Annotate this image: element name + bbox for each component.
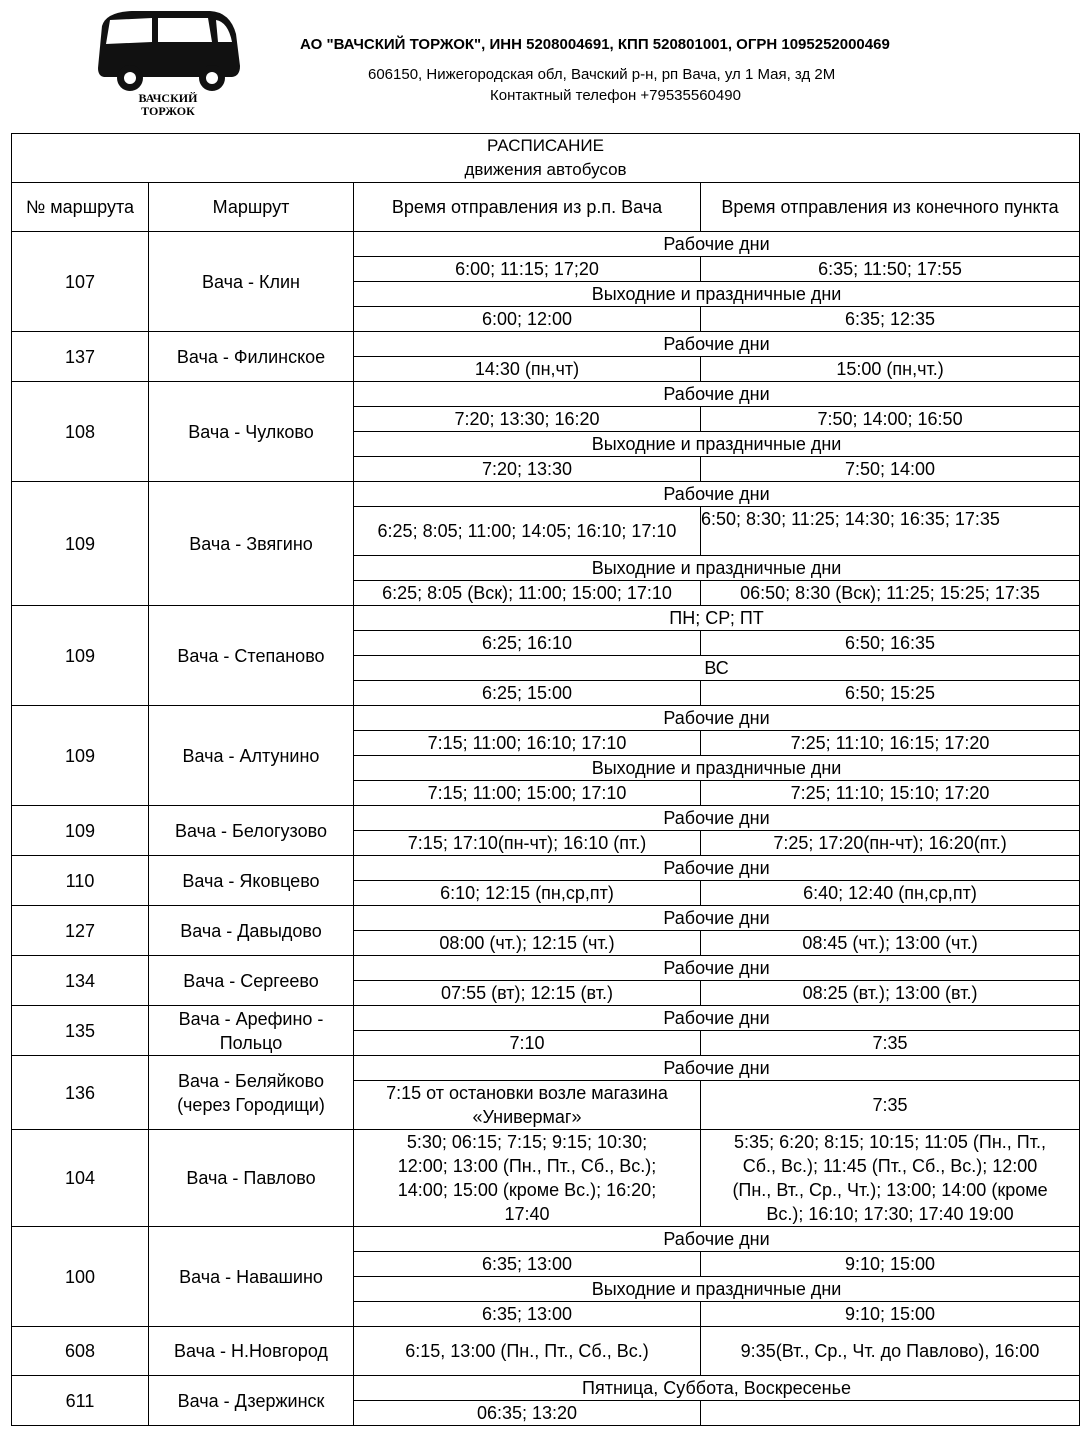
table-row — [12, 806, 1080, 831]
time-from-vacha: 6:25; 8:05; 11:00; 14:05; 16:10; 17:10 — [354, 507, 701, 556]
route-number: 137 — [12, 332, 149, 382]
table-row — [12, 1056, 1080, 1081]
table-row — [12, 606, 1080, 631]
route-number: 104 — [12, 1130, 149, 1227]
time-from-end — [701, 1401, 1080, 1426]
company-phone: Контактный телефон +79535560490 — [490, 87, 741, 104]
time-from-end — [701, 1130, 1080, 1227]
time-line-3: (Пн., Вт., Ср., Чт.); 13:00; 14:00 (кроме — [732, 1180, 1048, 1200]
time-from-vacha: 6:35; 13:00 — [354, 1252, 701, 1277]
route-name-line-1: Вача - Арефино - — [178, 1008, 324, 1029]
time-from-end: 9:10; 15:00 — [701, 1302, 1080, 1327]
table-row — [12, 232, 1080, 257]
route-name: Вача - Навашино — [149, 1227, 354, 1327]
time-from-vacha: 6:35; 13:00 — [354, 1302, 701, 1327]
schedule-label: Выходние и праздничные дни — [354, 1277, 1080, 1302]
time-from-end: 06:50; 8:30 (Вск); 11:25; 15:25; 17:35 — [701, 581, 1080, 606]
table-row — [12, 956, 1080, 981]
time-from-end: 6:40; 12:40 (пн,ср,пт) — [701, 881, 1080, 906]
time-line-3: 14:00; 15:00 (кроме Вс.); 16:20; — [397, 1180, 657, 1200]
time-from-end: 9:10; 15:00 — [701, 1252, 1080, 1277]
header-depart-end: Время отправления из конечного пункта — [701, 183, 1080, 232]
time-from-vacha: 06:35; 13:20 — [354, 1401, 701, 1426]
table-subtitle: движения автобусов — [464, 160, 627, 179]
route-name: Вача - Павлово — [149, 1130, 354, 1227]
route-name — [149, 1006, 354, 1056]
schedule-label: Рабочие дни — [354, 332, 1080, 357]
time-from-vacha: 7:15; 11:00; 16:10; 17:10 — [354, 731, 701, 756]
time-line-4: Вс.); 16:10; 17:30; 17:40 19:00 — [766, 1204, 1014, 1224]
company-logo — [92, 6, 244, 126]
schedule-label: Рабочие дни — [354, 482, 1080, 507]
time-line-2: 12:00; 13:00 (Пн., Пт., Сб., Вс.); — [397, 1156, 657, 1176]
table-row — [12, 482, 1080, 507]
route-number: 611 — [12, 1376, 149, 1426]
schedule-label: Рабочие дни — [354, 1056, 1080, 1081]
route-name: Вача - Сергеево — [149, 956, 354, 1006]
table-row — [12, 1006, 1080, 1031]
time-from-vacha: 7:20; 13:30 — [354, 457, 701, 482]
schedule-label: Рабочие дни — [354, 232, 1080, 257]
schedule-label: Рабочие дни — [354, 806, 1080, 831]
company-details: АО "ВАЧСКИЙ ТОРЖОК", ИНН 5208004691, КПП 520801001, ОГРН 1095252000469 — [300, 36, 890, 53]
time-from-vacha — [354, 1081, 701, 1130]
schedule-label: Выходние и праздничные дни — [354, 556, 1080, 581]
schedule-label: ВС — [354, 656, 1080, 681]
time-line-1: 5:30; 06:15; 7:15; 9:15; 10:30; — [406, 1132, 648, 1152]
schedule-label: Рабочие дни — [354, 706, 1080, 731]
header-depart-vacha: Время отправления из р.п. Вача — [354, 183, 701, 232]
time-line-4: 17:40 — [504, 1204, 550, 1224]
time-from-vacha: 08:00 (чт.); 12:15 (чт.) — [354, 931, 701, 956]
time-line-1: 5:35; 6:20; 8:15; 10:15; 11:05 (Пн., Пт., — [734, 1132, 1046, 1152]
time-from-end: 7:50; 14:00 — [701, 457, 1080, 482]
route-name: Вача - Давыдово — [149, 906, 354, 956]
route-name: Вача - Филинское — [149, 332, 354, 382]
route-name: Вача - Клин — [149, 232, 354, 332]
time-from-vacha: 6:10; 12:15 (пн,ср,пт) — [354, 881, 701, 906]
table-title: РАСПИСАНИЕ — [487, 136, 604, 155]
time-line-1: 7:15 от остановки возле магазина — [386, 1083, 668, 1103]
schedule-label: Рабочие дни — [354, 906, 1080, 931]
time-from-end: 08:45 (чт.); 13:00 (чт.) — [701, 931, 1080, 956]
logo-line-2: ТОРЖОК — [141, 104, 195, 118]
route-name: Вача - Звягино — [149, 482, 354, 606]
route-number: 135 — [12, 1006, 149, 1056]
company-address: 606150, Нижегородская обл, Вачский р-н, рп Вача, ул 1 Мая, зд 2М — [368, 66, 836, 83]
table-row — [12, 706, 1080, 731]
table-row — [12, 906, 1080, 931]
schedule-label: Рабочие дни — [354, 956, 1080, 981]
time-from-vacha: 6:25; 8:05 (Вск); 11:00; 15:00; 17:10 — [354, 581, 701, 606]
time-from-end: 7:25; 17:20(пн-чт); 16:20(пт.) — [701, 831, 1080, 856]
time-from-vacha: 7:20; 13:30; 16:20 — [354, 407, 701, 432]
time-from-vacha: 7:15; 11:00; 15:00; 17:10 — [354, 781, 701, 806]
route-number: 100 — [12, 1227, 149, 1327]
time-from-end: 9:35(Вт., Ср., Чт. до Павлово), 16:00 — [701, 1327, 1080, 1376]
minibus-icon — [92, 6, 244, 92]
schedule-label: Выходние и праздничные дни — [354, 756, 1080, 781]
time-from-vacha: 6:15, 13:00 (Пн., Пт., Сб., Вс.) — [354, 1327, 701, 1376]
route-name: Вача - Чулково — [149, 382, 354, 482]
time-from-end: 7:50; 14:00; 16:50 — [701, 407, 1080, 432]
time-from-end: 6:50; 15:25 — [701, 681, 1080, 706]
route-number: 109 — [12, 482, 149, 606]
time-from-end: 6:50; 8:30; 11:25; 14:30; 16:35; 17:35 — [701, 507, 1080, 556]
time-from-end: 15:00 (пн,чт.) — [701, 357, 1080, 382]
time-from-vacha: 7:10 — [354, 1031, 701, 1056]
route-number: 108 — [12, 382, 149, 482]
table-title-row — [12, 134, 1080, 183]
schedule-label: ПН; СР; ПТ — [354, 606, 1080, 631]
time-from-end: 7:25; 11:10; 15:10; 17:20 — [701, 781, 1080, 806]
header-route-number: № маршрута — [12, 183, 149, 232]
schedule-table — [11, 133, 1080, 1426]
table-row — [12, 1327, 1080, 1376]
time-from-vacha: 6:00; 12:00 — [354, 307, 701, 332]
table-row — [12, 1376, 1080, 1401]
route-number: 134 — [12, 956, 149, 1006]
route-number: 109 — [12, 706, 149, 806]
time-from-vacha: 7:15; 17:10(пн-чт); 16:10 (пт.) — [354, 831, 701, 856]
schedule-label: Рабочие дни — [354, 1006, 1080, 1031]
route-number: 110 — [12, 856, 149, 906]
route-name: Вача - Дзержинск — [149, 1376, 354, 1426]
logo-line-1: ВАЧСКИЙ — [138, 91, 198, 105]
time-from-vacha: 6:25; 16:10 — [354, 631, 701, 656]
schedule-label: Выходние и праздничные дни — [354, 432, 1080, 457]
route-name: Вача - Яковцево — [149, 856, 354, 906]
route-name: Вача - Белогузово — [149, 806, 354, 856]
route-number: 608 — [12, 1327, 149, 1376]
time-from-end: 08:25 (вт.); 13:00 (вт.) — [701, 981, 1080, 1006]
time-from-vacha: 14:30 (пн,чт) — [354, 357, 701, 382]
table-row — [12, 1227, 1080, 1252]
route-name-line-2: Польцо — [219, 1032, 283, 1053]
time-from-end: 7:25; 11:10; 16:15; 17:20 — [701, 731, 1080, 756]
table-row — [12, 856, 1080, 881]
time-line-2: Сб., Вс.); 11:45 (Пт., Сб., Вс.); 12:00 — [742, 1156, 1038, 1176]
time-from-vacha: 6:25; 15:00 — [354, 681, 701, 706]
route-number: 127 — [12, 906, 149, 956]
time-from-end: 7:35 — [701, 1031, 1080, 1056]
table-row — [12, 1130, 1080, 1227]
route-name — [149, 1056, 354, 1130]
column-header-row — [12, 183, 1080, 232]
time-from-end: 6:35; 12:35 — [701, 307, 1080, 332]
route-name-line-1: Вача - Беляйково — [178, 1070, 324, 1091]
time-from-vacha — [354, 1130, 701, 1227]
time-from-vacha: 6:00; 11:15; 17;20 — [354, 257, 701, 282]
time-from-end: 6:50; 16:35 — [701, 631, 1080, 656]
route-name-line-2: (через Городищи) — [177, 1094, 325, 1115]
table-row — [12, 332, 1080, 357]
route-name: Вача - Н.Новгород — [149, 1327, 354, 1376]
header-route: Маршрут — [149, 183, 354, 232]
time-from-end: 7:35 — [701, 1081, 1080, 1130]
schedule-label: Рабочие дни — [354, 382, 1080, 407]
route-number: 109 — [12, 606, 149, 706]
schedule-label: Рабочие дни — [354, 1227, 1080, 1252]
schedule-label: Выходние и праздничные дни — [354, 282, 1080, 307]
time-from-end: 6:35; 11:50; 17:55 — [701, 257, 1080, 282]
route-number: 107 — [12, 232, 149, 332]
schedule-label: Рабочие дни — [354, 856, 1080, 881]
document-header — [0, 0, 1084, 132]
route-name: Вача - Алтунино — [149, 706, 354, 806]
schedule-label: Пятница, Суббота, Воскресенье — [354, 1376, 1080, 1401]
route-number: 109 — [12, 806, 149, 856]
route-number: 136 — [12, 1056, 149, 1130]
table-row — [12, 382, 1080, 407]
time-line-2: «Универмаг» — [472, 1107, 582, 1127]
route-name: Вача - Степаново — [149, 606, 354, 706]
time-from-vacha: 07:55 (вт); 12:15 (вт.) — [354, 981, 701, 1006]
